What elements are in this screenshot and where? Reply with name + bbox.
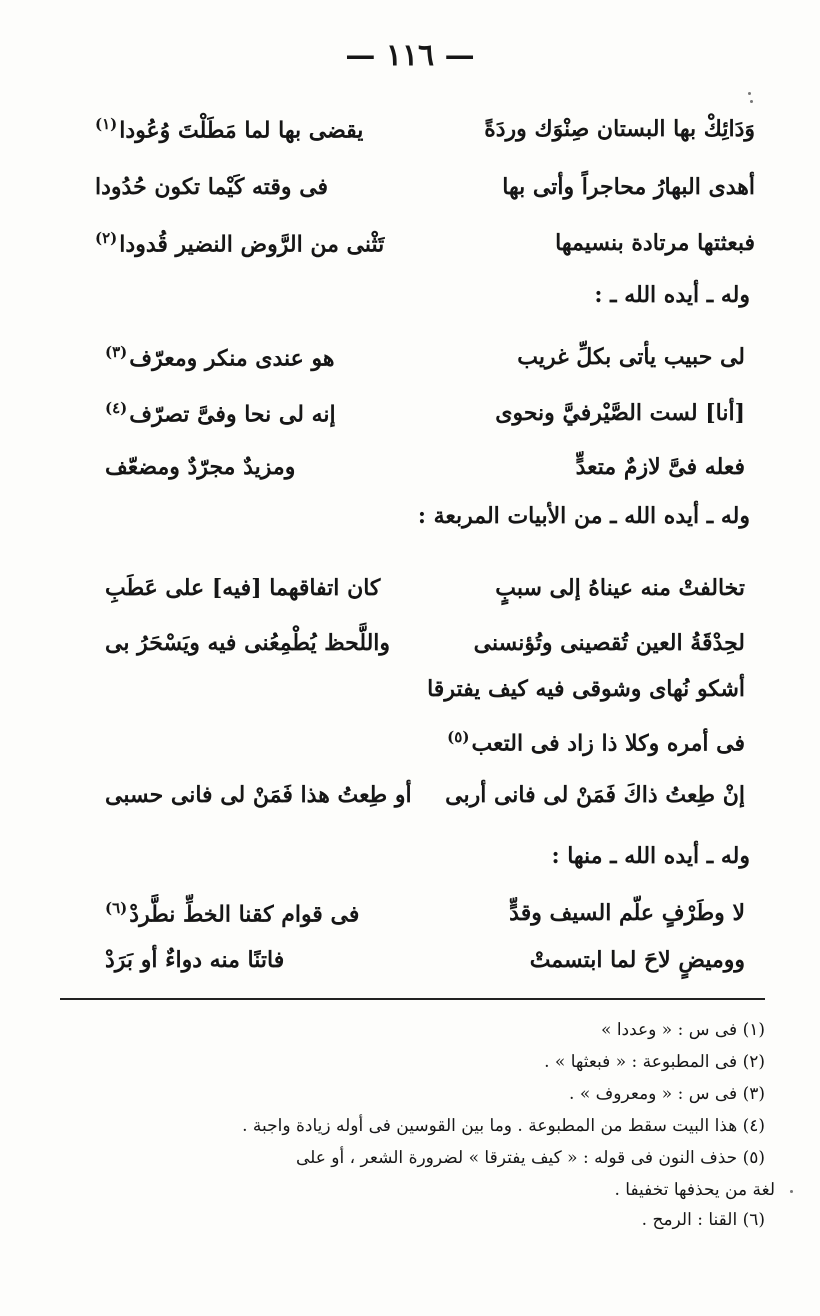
hemistich-right: ووميضٍ لاحَ لما ابتسمتْ	[529, 947, 745, 973]
hemistich-right: [أنا] لست الصَّيْرفيَّ ونحوى	[495, 400, 745, 426]
footnote-ref: (٣)	[105, 342, 128, 361]
verse	[105, 334, 745, 380]
hemistich-right: وَدَائِكْ بها البستان صِنْوَك وردَةً	[484, 116, 755, 142]
footnote-ref: (٢)	[95, 228, 118, 247]
scan-speck	[748, 92, 751, 95]
hemistich-right: فعله فىَّ لازمٌ متعدٍّ	[575, 454, 745, 480]
hemistich-right: لحِدْقَةُ العين تُقصينى وتُؤنسنى	[473, 630, 745, 656]
footnote: (٣) فى س : « ومعروف » .	[569, 1084, 765, 1104]
scan-speck	[750, 100, 753, 103]
footnote-ref: (٦)	[105, 898, 128, 917]
hemistich-left-text: فى قوام كقنا الخطِّ نطَّردْ	[129, 901, 360, 928]
footnote: (٥) حذف النون فى قوله : « كيف يفترقا » لضرورة الشعر ، أو على	[295, 1148, 765, 1168]
hemistich-left: ومزيدٌ مجرّدٌ ومضعّف	[105, 454, 296, 480]
hemistich-left: فى وقته كَيْما تكون حُدُودا	[95, 174, 329, 200]
hemistich-left: كان اتفاقهما [فيه] على عَطَبِ	[105, 575, 381, 601]
hemistich-right: تخالفتْ منه عيناهُ إلى سببٍ	[495, 575, 745, 601]
verse	[105, 444, 745, 490]
verse	[105, 565, 745, 611]
verse	[95, 220, 755, 266]
hemistich-left	[95, 229, 384, 257]
hemistich-right: لا وطَرْفٍ علّم السيف وقدٍّ	[509, 900, 745, 926]
footnote-ref: (٤)	[105, 398, 128, 417]
footnote: (٤) هذا البيت سقط من المطبوعة . وما بين القوسين فى أوله زيادة واجبة .	[242, 1116, 765, 1136]
footnote-ref: (٥)	[447, 728, 470, 746]
section-heading: وله ـ أيده الله ـ منها :	[551, 843, 750, 869]
hemistich-right: إنْ طِعتُ ذاكَ فَمَنْ لى فانى أربى	[445, 782, 745, 808]
hemistich-left-text: هو عندى منكر ومعرّف	[129, 345, 335, 372]
hemistich-left	[105, 399, 336, 427]
hemistich-left	[95, 115, 363, 143]
verse	[105, 390, 745, 436]
section-heading: وله ـ أيده الله ـ من الأبيات المربعة :	[417, 503, 750, 529]
footnote: (١) فى س : « وعددا »	[601, 1020, 765, 1040]
hemistich-left: واللَّحظ يُطْمِعُنى فيه ويَسْحَرُ بى	[105, 630, 391, 656]
verse	[105, 890, 745, 936]
verse	[105, 937, 745, 983]
page-number: — ١١٦ —	[345, 38, 475, 73]
hemistich-right: لى حبيب يأتى بكلِّ غريب	[517, 344, 745, 370]
poem-line-text: فى أمره وكلا ذا زاد فى التعب	[471, 730, 745, 757]
verse	[95, 164, 755, 210]
verse	[95, 106, 755, 152]
poem-line	[105, 728, 745, 756]
footnote-ref: (١)	[95, 114, 118, 133]
poem-line: أشكو نُهاى وشوقى فيه كيف يفترقا	[427, 676, 745, 702]
hemistich-left-text: إنه لى نحا وفىَّ تصرّف	[129, 401, 336, 428]
hemistich-left	[105, 343, 334, 371]
verse	[105, 620, 745, 666]
verse	[105, 772, 745, 818]
hemistich-left-text: تَثْنى من الرَّوض النضير قُدودا	[119, 231, 385, 258]
section-heading: وله ـ أيده الله ـ :	[594, 282, 750, 308]
hemistich-right: فبعثتها مرتادة بنسيمها	[555, 230, 755, 256]
hemistich-left: فاتنًا منه دواءٌ أو بَرَدْ	[105, 947, 285, 973]
hemistich-left-text: يقضى بها لما مَطَلْتَ وُعُودا	[119, 117, 364, 144]
footnote-continuation: لغة من يحذفها تخفيفا .	[614, 1180, 775, 1200]
footnote-separator	[60, 998, 765, 1000]
scan-speck	[790, 1190, 793, 1193]
footnote: (٢) فى المطبوعة : « فبعثها » .	[544, 1052, 765, 1072]
hemistich-right: أهدى البهارُ محاجراً وأتى بها	[502, 174, 755, 200]
hemistich-left: أو طِعتُ هذا فَمَنْ لى فانى حسبى	[105, 782, 412, 808]
footnote: (٦) القنا : الرمح .	[641, 1210, 765, 1230]
hemistich-left	[105, 899, 359, 927]
